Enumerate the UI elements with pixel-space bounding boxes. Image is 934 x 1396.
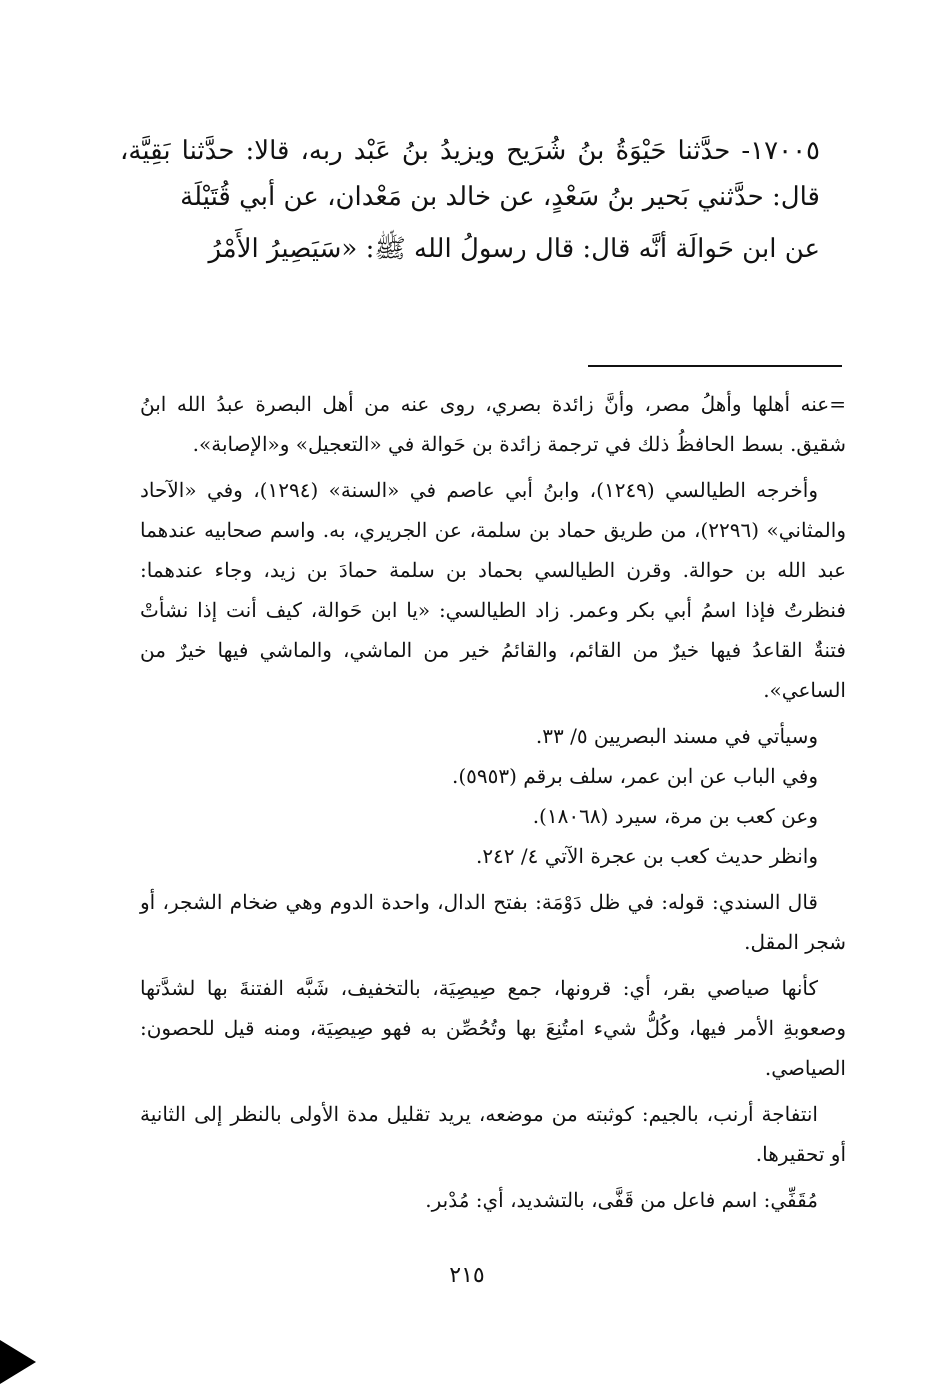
footnote-crossref: وسيأتي في مسند البصريين ٥/ ٣٣.: [535, 724, 818, 748]
footnote-takhrij: وأخرجه الطيالسي (١٢٤٩)، وابنُ أبي عاصم في «السنة» (١٢٩٤)، وفي «الآحاد والمثاني» (٢٢٩٦)، من طريق حماد بن سلمة، عن الجريري، به. واسم صحابيه عندهما عبد الله بن حوالة. وقرن الطيالسي بحماد بن سلمة حمادَ بن زيد، وجاء عندهما: فنظرتُ فإذا اسمُ أبي بكر وعمر. زاد الطيالسي: «يا ابن حَوالة، كيف أنت إذا نشأتْ فتنةٌ القاعدُ فيها خيرٌ من القائم، والقائمُ خير من الماشي، والماشي فيها خيرٌ من الساعي».: [140, 478, 846, 702]
page-number: ٢١٥: [449, 1263, 485, 1288]
footnote-sindi: قال السندي: قوله: في ظل دَوْمَة: بفتح الدال، واحدة الدوم وهي ضخام الشجر، أو شجر المقل.: [140, 890, 846, 954]
footnote-continuation: =عنه أهلها وأهلُ مصر، وأنَّ زائدة بصري، روى عنه من أهل البصرة عبدُ الله ابنُ شقيق. بسط الحافظُ ذلك في ترجمة زائدة بن حَوالة في «التعجيل» و«الإصابة».: [140, 392, 846, 456]
footnote-gloss: كأنها صياصي بقر، أي: قرونها، جمع صِيصِيَة، بالتخفيف، شَبَّه الفتنةَ بها لشدَّتها وصعوبةِ الأمر فيها، وكُلُّ شيء امتُنِعَ بها وتُحُصِّن به فهو صِيصِيَة، ومنه قيل للحصون: الصياصي.: [140, 976, 846, 1080]
footnote-crossref: وفي الباب عن ابن عمر، سلف برقم (٥٩٥٣).: [452, 764, 818, 788]
footnote-crossref: وانظر حديث كعب بن عجرة الآتي ٤/ ٢٤٢.: [475, 844, 818, 868]
footnote-gloss: مُقَفِّي: اسم فاعل من قَفَّى، بالتشديد، أي: مُدْبر.: [425, 1188, 818, 1212]
hadith-text: [120, 128, 820, 272]
footnote-gloss: انتفاجة أرنب، بالجيم: كوثبته من موضعه، يريد تقليل مدة الأولى بالنظر إلى الثانية أو تحقيرها.: [140, 1102, 846, 1166]
hadith-isnad: ١٧٠٠٥- حدَّثنا حَيْوَةُ بنُ شُرَيح ويزيدُ بنُ عَبْد ربه، قالا: حدَّثنا بَقِيَّة، قال: حدَّثني بَحير بنُ سَعْدٍ، عن خالد بن مَعْدان، عن أبي قُتَيْلَة: [120, 136, 820, 212]
hadith-matn: عن ابن حَوالَة أنَّه قال: قال رسولُ الله ﷺ: «سَيَصِيرُ الأَمْرُ: [208, 234, 820, 264]
page-corner-arrow-icon: [0, 1340, 36, 1384]
footnote-separator: [588, 365, 842, 367]
footnotes: [140, 384, 846, 1226]
footnote-crossref: وعن كعب بن مرة، سيرد (١٨٠٦٨).: [532, 804, 818, 828]
